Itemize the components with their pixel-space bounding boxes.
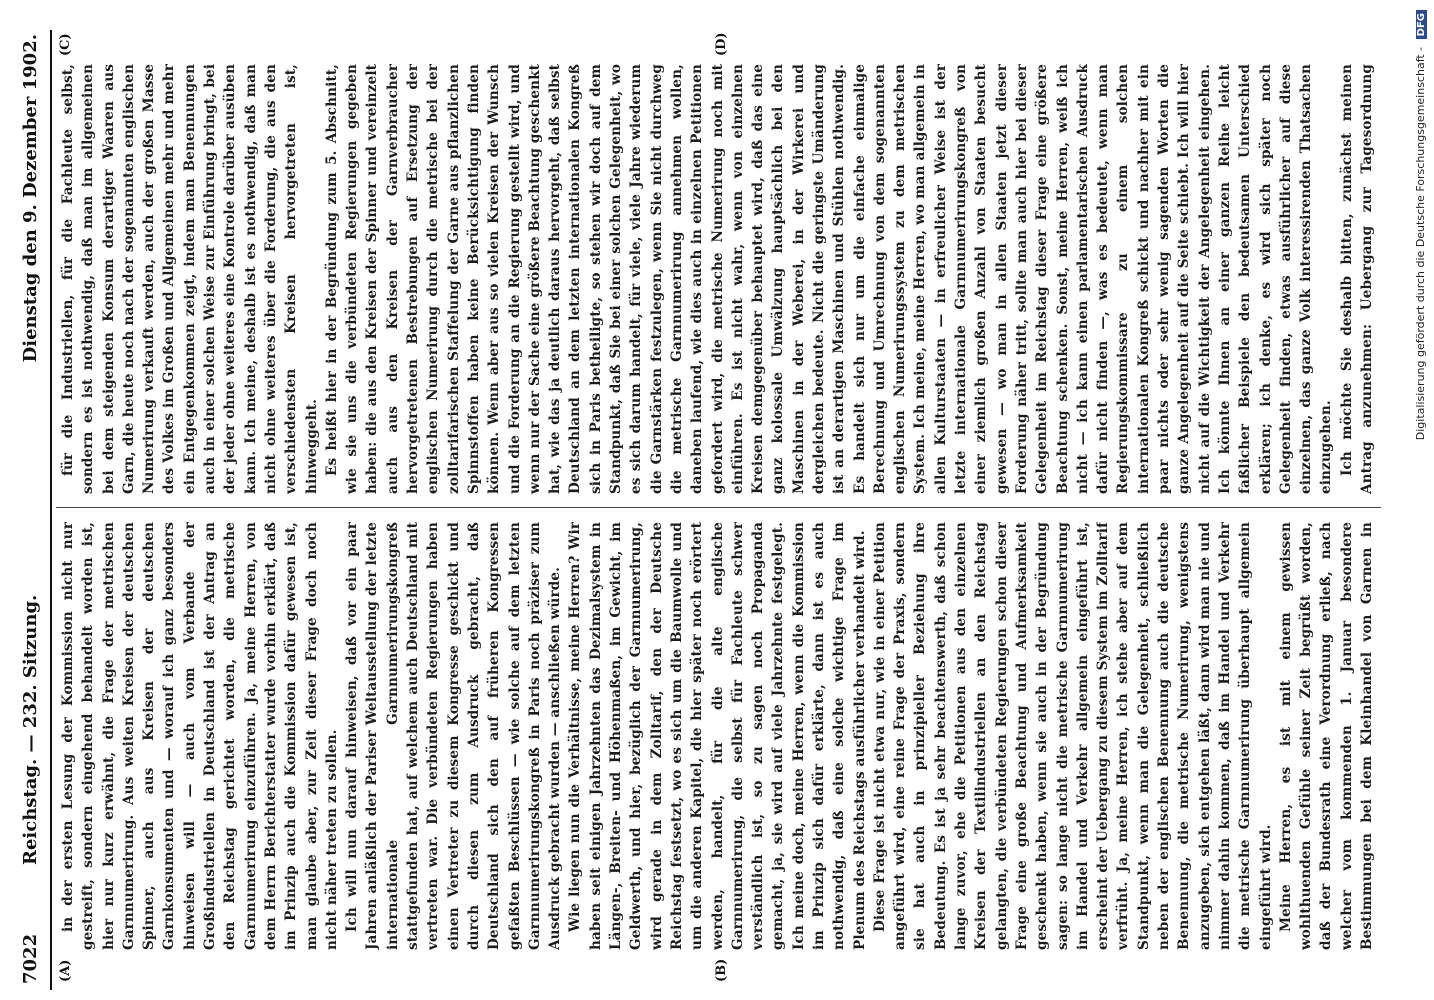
paragraph: Ich möchte Sie deshalb bitten, zunächst meinen Antrag anzunehmen: Uebergang zur Tagesordnung bbox=[1338, 64, 1375, 494]
paragraph: Ich will nun darauf hinweisen, daß vor ein paar Jahren anläßlich der Pariser Weltausstellung der letzte internationale Garnnumerirungskongreß stattgefunden hat, auf welchem auch Deutschland mit vertreten war. Die verbündeten Regierungen haben einen Vertreter zu diesem Kongresse geschickt und durch diesen zum Ausdruck gebracht, daß Deutschland sich den auf früheren Kongressen gefaßten Beschlüssen — wie solche auf dem letzten Garnnumerirungskongreß in Paris noch präziser zum Ausdruck gebracht wurden — anschließen würde. bbox=[344, 522, 564, 950]
credit-line bbox=[1414, 10, 1434, 990]
paragraph: Wie liegen nun die Verhältnisse, meine Herren? Wir haben seit einigen Jahrzehnten das Dezimalsystem in Längen-, Breiten- und Höhenmaßen, im Gewicht, im Geldwerth, und hier, bezüglich der Garnnumerirung, wird gerade in dem Zolltarif, den der Deutsche Reichstag festsetzt, wo es sich um die Baumwolle und um die anderen Kapitel, die hier später noch erörtert werden, handelt, für die alte englische Garnnumerirung, die selbst für Fachleute schwer verständlich ist, so zu sagen noch Propaganda gemacht, ja, sie wird auf viele Jahrzehnte festgelegt. Ich meine doch, meine Herren, wenn die Kommission im Prinzip sich dafür erklärte, dann ist es auch nothwendig, daß eine solche wichtige Frage im Plenum des Reichstags ausführlicher verhandelt wird. bbox=[567, 522, 868, 950]
document-page bbox=[14, 30, 1419, 990]
paragraph: Meine Herren, es ist mit einem gewissen wohlthuenden Gefühle seiner Zeit begrüßt worden, daß der Bundesrath eine Verordnung erließ, nach welcher vom kommenden 1. Januar besondere Bestimmungen bei dem Kleinhandel von Garnen in bbox=[1277, 522, 1375, 950]
dfg-logo: DFG bbox=[1416, 10, 1427, 39]
header-session-title: Reichstag. — 232. Sitzung. bbox=[20, 594, 41, 865]
header-rule bbox=[50, 30, 52, 990]
margin-marker-a: (A) bbox=[58, 959, 73, 982]
column-divider bbox=[56, 507, 1381, 508]
page-header bbox=[14, 30, 50, 990]
paragraph: Es heißt hier in der Begründung zum 5. Abschnitt, wie sie uns die verbündeten Regierungen gegeben haben: die aus den Kreisen der Spinner und vereinzelt auch aus den Kreisen der Garnverbraucher hervorgetretenen Bestrebungen auf Ersetzung der englischen Numerirung durch die metrische bei der zolltarifarischen Staffelung der Garne aus pflanzlichen Spinnstoffen haben keine Berücksichtigung finden können. Wenn aber aus so vielen Kreisen der Wunsch und die Forderung an die Regierung gestellt wird, und wenn nur der Sache eine größere Beachtung geschenkt hat, wie das ja deutlich daraus hervorgeht, daß selbst Deutschland an dem letzten internationalen Kongreß sich in Paris betheiligte, so stehen wir doch auf dem Standpunkt, daß Sie bei einer solchen Gelegenheit, wo es sich darum handelt, für viele, viele Jahre wiederum die Garnstärken festzulegen, wenn Sie nicht durchweg die metrische Garnnumerirung annehmen wollen, daneben laufend, wie dies auch in einzelnen Petitionen gefordert wird, die metrische Numerirung noch mit einführen. Es ist nicht wahr, wenn von einzelnen Kreisen demgegenüber behauptet wird, daß das eine ganz kolossale Umwälzung hauptsächlich bei den Maschinen in der Weberei, in der Wirkerei und dergleichen bedeute. Nicht die geringste Umänderung ist an derartigen Maschinen und Stühlen nothwendig. Es handelt sich nur um die einfache einmalige Berechnung und Umrechnung von dem sogenannten englischen Numerirungssystem zu dem metrischen System. Ich meine, meine Herren, wo man allgemein in allen Kulturstaaten — in erfreulicher Weise ist der letzte internationale Garnnumerirungskongreß von einer ziemlich großen Anzahl von Staaten besucht gewesen — wo man in allen Staaten jetzt dieser Forderung näher tritt, sollte man auch hier bei dieser Gelegenheit im Reichstag dieser Frage eine größere Beachtung schenken. Sonst, meine Herren, weiß ich nicht — ich kann einen parlamentarischen Ausdruck dafür nicht finden —, was es bedeutet, wenn man Regierungskommissare zu einem solchen internationalen Kongreß schickt und nachher mit ein paar nichts oder sehr wenig sagenden Worten die ganze Angelegenheit auf die Seite schiebt. Ich will hier nicht auf die Wichtigkeit der Angelegenheit eingehen. Ich könnte Ihnen an einer ganzen Reihe leicht faßlicher Beispiele den bedeutsamen Unterschied erklären; ich denke, es wird sich später noch Gelegenheit finden, etwas ausführlicher auf diese einzelnen, das ganze Volk interessirenden Thatsachen einzugehen. bbox=[323, 64, 1335, 494]
left-column bbox=[58, 522, 1378, 950]
margin-marker-b: (B) bbox=[714, 958, 729, 982]
right-column bbox=[58, 64, 1378, 494]
digitization-credit bbox=[1412, 10, 1434, 990]
margin-marker-d: (D) bbox=[714, 32, 729, 56]
paragraph: Diese Frage ist nicht etwa nur, wie in einer Petition angeführt wird, eine reine Frage der Praxis, sondern sie hat auch in prinzipieller Beziehung ihre Bedeutung. Es ist ja sehr beachtenswerth, daß schon lange zuvor, ehe die Petitionen aus den einzelnen Kreisen der Textilindustriellen an den Reichstag gelangten, die verbündeten Regierungen schon dieser Frage eine große Beachtung und Aufmerksamkeit geschenkt haben, wenn sie auch in der Begründung sagen: so lange nicht die metrische Garnnumerirung im Handel und Verkehr allgemein eingeführt ist, erscheint der Uebergang zu diesem System im Zolltarif verfrüht. Ja, meine Herren, ich stehe aber auf dem Standpunkt, wenn man die Gelegenheit, schließlich neben der englischen Benennung auch die deutsche Benennung, die metrische Numerirung, wenigstens anzugeben, sich entgehen läßt, dann wird man nie und nimmer dahin kommen, daß im Handel und Verkehr die metrische Garnnumerirung überhaupt allgemein eingeführt wird. bbox=[871, 522, 1274, 950]
paragraph: für die Industriellen, für die Fachleute selbst, sondern es ist nothwendig, daß man im allgemeinen bei dem steigenden Konsum derartiger Waaren aus Garn, die heute noch nach der sogenannten englischen Numerirung verkauft werden, auch der großen Masse des Volkes im Großen und Allgemeinen mehr und mehr ein Entgegenkommen zeigt, indem man Benennungen auch in einer solchen Weise zur Einführung bringt, bei der jeder ohne weiteres eine Kontrole darüber ausüben kann. Ich meine, deshalb ist es nothwendig, daß man nicht ohne weiteres über die Forderung, die aus den verschiedensten Kreisen hervorgetreten ist, hinweggeht. bbox=[60, 64, 320, 494]
margin-marker-c: (C) bbox=[58, 33, 73, 56]
credit-text: Digitalisierung gefördert durch die Deutsche Forschungsgemeinschaft - bbox=[1414, 46, 1427, 441]
page-number: 7022 bbox=[20, 933, 41, 984]
paragraph: in der ersten Lesung der Kommission nicht nur gestreift, sondern eingehend behandelt worden ist, hier nur kurz erwähnt, die Frage der metrischen Garnnumerirung. Aus weiten Kreisen der deutschen Spinner, auch aus Kreisen der deutschen Garnkonsumenten und — worauf ich ganz besonders hinweisen will — auch vom Verbande der Großindustriellen in Deutschland ist der Antrag an den Reichstag gerichtet worden, die metrische Garnnumerirung einzuführen. Ja, meine Herren, von dem Herrn Berichterstatter wurde vorhin erklärt, daß im Prinzip auch die Kommission dafür gewesen ist, man glaube aber, zur Zeit dieser Frage doch noch nicht näher treten zu sollen. bbox=[60, 522, 340, 950]
header-date: Dienstag den 9. Dezember 1902. bbox=[20, 34, 41, 363]
